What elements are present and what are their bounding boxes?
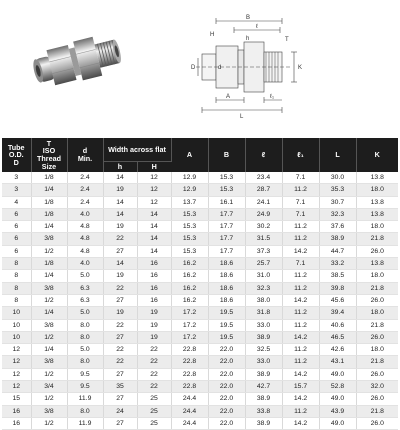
- table-cell: 21.8: [356, 233, 398, 245]
- table-cell: 13.7: [171, 196, 208, 208]
- table-cell: 11.2: [282, 221, 319, 233]
- table-cell: 2.4: [67, 184, 103, 196]
- table-cell: 15: [2, 393, 31, 405]
- table-cell: 14.2: [282, 245, 319, 257]
- table-cell: 8.0: [67, 356, 103, 368]
- drawing-label-l: ℓ: [256, 24, 258, 30]
- table-cell: 12: [2, 381, 31, 393]
- table-cell: 18.6: [208, 270, 245, 282]
- table-cell: 3/8: [31, 356, 67, 368]
- table-row: [2, 221, 398, 233]
- table-cell: 19: [137, 319, 171, 331]
- table-cell: 22: [103, 356, 137, 368]
- table-cell: 3: [2, 172, 31, 184]
- table-cell: 14: [137, 233, 171, 245]
- table-cell: 11.9: [67, 417, 103, 429]
- table-cell: 22: [103, 282, 137, 294]
- table-row: [2, 245, 398, 257]
- table-cell: 11.2: [282, 356, 319, 368]
- table-cell: 15.3: [171, 245, 208, 257]
- table-cell: 22.0: [208, 368, 245, 380]
- table-cell: 17.7: [208, 221, 245, 233]
- table-row: [2, 208, 398, 220]
- table-cell: 38.9: [245, 368, 282, 380]
- table-cell: 22.8: [171, 344, 208, 356]
- table-cell: 16.1: [208, 196, 245, 208]
- table-cell: 33.8: [245, 405, 282, 417]
- table-cell: 19: [103, 307, 137, 319]
- table-row: [2, 184, 398, 196]
- table-cell: 12: [137, 196, 171, 208]
- table-cell: 15.3: [208, 172, 245, 184]
- table-cell: 4.0: [67, 258, 103, 270]
- table-cell: 1/4: [31, 344, 67, 356]
- table-cell: 18.0: [356, 221, 398, 233]
- table-cell: 12: [2, 356, 31, 368]
- table-cell: 11.2: [282, 344, 319, 356]
- col-header-d-min: d Min.: [67, 138, 103, 172]
- table-cell: 5.0: [67, 270, 103, 282]
- table-cell: 30.7: [319, 196, 356, 208]
- table-cell: 19.5: [208, 319, 245, 331]
- table-cell: 1/2: [31, 417, 67, 429]
- col-header-tube-od: Tube O.D. D: [2, 138, 31, 172]
- table-cell: 11.2: [282, 405, 319, 417]
- table-cell: 10: [2, 307, 31, 319]
- table-cell: 32.3: [319, 208, 356, 220]
- table-cell: 43.9: [319, 405, 356, 417]
- table-cell: 38.9: [245, 417, 282, 429]
- table-cell: 1/2: [31, 294, 67, 306]
- table-cell: 1/4: [31, 307, 67, 319]
- drawing-label-a: A: [226, 94, 231, 100]
- table-cell: 3/8: [31, 405, 67, 417]
- table-cell: 38.9: [245, 331, 282, 343]
- table-cell: 15.3: [171, 208, 208, 220]
- table-cell: 24.9: [245, 208, 282, 220]
- col-header-l: ℓ: [245, 138, 282, 172]
- col-header-length: L: [319, 138, 356, 172]
- table-cell: 30.2: [245, 221, 282, 233]
- table-cell: 3/4: [31, 381, 67, 393]
- table-cell: 16.2: [171, 294, 208, 306]
- table-cell: 14: [103, 208, 137, 220]
- table-cell: 8: [2, 258, 31, 270]
- table-cell: 22: [137, 381, 171, 393]
- table-cell: 22.0: [208, 417, 245, 429]
- table-cell: 18.0: [356, 184, 398, 196]
- table-cell: 6.3: [67, 294, 103, 306]
- table-cell: 3/8: [31, 319, 67, 331]
- table-cell: 12.9: [171, 172, 208, 184]
- table-cell: 8.0: [67, 405, 103, 417]
- table-cell: 27: [103, 294, 137, 306]
- table-cell: 22: [103, 319, 137, 331]
- table-cell: 43.1: [319, 356, 356, 368]
- table-cell: 49.0: [319, 393, 356, 405]
- table-cell: 15.3: [171, 221, 208, 233]
- table-cell: 22: [137, 344, 171, 356]
- table-cell: 2.4: [67, 172, 103, 184]
- table-row: [2, 368, 398, 380]
- table-cell: 39.8: [319, 282, 356, 294]
- table-cell: 3/8: [31, 233, 67, 245]
- table-row: [2, 307, 398, 319]
- table-cell: 17.2: [171, 319, 208, 331]
- table-cell: 14: [137, 208, 171, 220]
- table-cell: 33.0: [245, 356, 282, 368]
- table-cell: 16.2: [171, 270, 208, 282]
- table-cell: 4: [2, 196, 31, 208]
- table-cell: 27: [103, 245, 137, 257]
- table-cell: 26.0: [356, 393, 398, 405]
- table-cell: 30.0: [319, 172, 356, 184]
- drawing-label-lt: L: [240, 114, 244, 120]
- table-cell: 14: [103, 258, 137, 270]
- table-cell: 16.2: [171, 258, 208, 270]
- table-row: [2, 356, 398, 368]
- table-cell: 22: [103, 344, 137, 356]
- table-cell: 38.9: [319, 233, 356, 245]
- table-cell: 33.0: [245, 319, 282, 331]
- table-row: [2, 405, 398, 417]
- table-cell: 17.2: [171, 307, 208, 319]
- col-header-a: A: [171, 138, 208, 172]
- table-cell: 14: [137, 245, 171, 257]
- table-cell: 27: [103, 368, 137, 380]
- table-cell: 22: [137, 368, 171, 380]
- table-row: [2, 270, 398, 282]
- table-cell: 8.0: [67, 331, 103, 343]
- table-cell: 11.2: [282, 270, 319, 282]
- drawing-label-l1: ℓ₁: [270, 94, 274, 100]
- table-cell: 22: [137, 356, 171, 368]
- table-cell: 15.3: [171, 233, 208, 245]
- table-cell: 16: [137, 258, 171, 270]
- table-cell: 6: [2, 208, 31, 220]
- table-cell: 4.8: [67, 233, 103, 245]
- table-cell: 12: [137, 172, 171, 184]
- table-cell: 16: [137, 282, 171, 294]
- table-cell: 32.5: [245, 344, 282, 356]
- table-cell: 4.0: [67, 208, 103, 220]
- table-cell: 14.2: [282, 417, 319, 429]
- table-cell: 6: [2, 245, 31, 257]
- table-cell: 3/8: [31, 282, 67, 294]
- table-cell: 19: [103, 221, 137, 233]
- table-cell: 5.0: [67, 344, 103, 356]
- table-cell: 25: [137, 417, 171, 429]
- table-cell: 1/2: [31, 331, 67, 343]
- table-cell: 11.2: [282, 233, 319, 245]
- table-cell: 22.0: [208, 356, 245, 368]
- drawing-label-b: B: [246, 15, 251, 21]
- table-cell: 22: [103, 233, 137, 245]
- table-cell: 1/4: [31, 270, 67, 282]
- table-cell: 24.1: [245, 196, 282, 208]
- table-cell: 27: [103, 417, 137, 429]
- drawing-label-t: T: [285, 37, 289, 43]
- table-cell: 26.0: [356, 368, 398, 380]
- table-row: [2, 417, 398, 429]
- table-cell: 16.2: [171, 282, 208, 294]
- table-cell: 18.0: [356, 344, 398, 356]
- table-cell: 1/8: [31, 208, 67, 220]
- table-row: [2, 331, 398, 343]
- table-cell: 42.6: [319, 344, 356, 356]
- table-row: [2, 344, 398, 356]
- table-cell: 49.0: [319, 417, 356, 429]
- table-cell: 14.2: [282, 331, 319, 343]
- table-cell: 17.7: [208, 208, 245, 220]
- table-cell: 12: [2, 368, 31, 380]
- table-cell: 37.3: [245, 245, 282, 257]
- table-cell: 19: [103, 270, 137, 282]
- table-cell: 12: [2, 344, 31, 356]
- table-cell: 21.8: [356, 356, 398, 368]
- table-cell: 1/2: [31, 245, 67, 257]
- table-cell: 22.8: [171, 381, 208, 393]
- table-cell: 46.5: [319, 331, 356, 343]
- drawing-label-k: K: [298, 65, 303, 71]
- table-cell: 32.0: [356, 381, 398, 393]
- dimension-drawing: [190, 14, 310, 129]
- table-row: [2, 233, 398, 245]
- table-cell: 26.0: [356, 294, 398, 306]
- table-cell: 21.8: [356, 282, 398, 294]
- table-cell: 8: [2, 270, 31, 282]
- table-cell: 13.8: [356, 172, 398, 184]
- table-cell: 39.4: [319, 307, 356, 319]
- table-cell: 14: [103, 172, 137, 184]
- table-cell: 44.7: [319, 245, 356, 257]
- table-row: [2, 196, 398, 208]
- table-cell: 25: [137, 393, 171, 405]
- table-cell: 35: [103, 381, 137, 393]
- table-cell: 19: [103, 184, 137, 196]
- table-cell: 10: [2, 319, 31, 331]
- table-row: [2, 172, 398, 184]
- table-cell: 24.4: [171, 405, 208, 417]
- table-cell: 18.6: [208, 258, 245, 270]
- table-cell: 13.8: [356, 196, 398, 208]
- table-cell: 24.4: [171, 393, 208, 405]
- table-cell: 33.2: [319, 258, 356, 270]
- table-cell: 32.3: [245, 282, 282, 294]
- table-cell: 24: [103, 405, 137, 417]
- spec-table-body: [2, 172, 398, 430]
- table-cell: 7.1: [282, 196, 319, 208]
- table-cell: 6.3: [67, 282, 103, 294]
- table-cell: 19: [137, 307, 171, 319]
- table-cell: 8.0: [67, 319, 103, 331]
- table-cell: 16: [137, 294, 171, 306]
- table-cell: 14: [137, 221, 171, 233]
- col-header-flat-group: Width across flat: [103, 138, 171, 162]
- table-cell: 38.9: [245, 393, 282, 405]
- table-cell: 22.8: [171, 368, 208, 380]
- col-header-thread: T ISO Thread Size: [31, 138, 67, 172]
- table-cell: 45.6: [319, 294, 356, 306]
- table-cell: 19: [137, 331, 171, 343]
- table-cell: 26.0: [356, 331, 398, 343]
- table-cell: 14.2: [282, 368, 319, 380]
- table-row: [2, 393, 398, 405]
- table-cell: 26.0: [356, 245, 398, 257]
- table-cell: 1/8: [31, 172, 67, 184]
- spec-table: [2, 138, 398, 430]
- table-cell: 52.8: [319, 381, 356, 393]
- table-cell: 21.8: [356, 319, 398, 331]
- table-cell: 7.1: [282, 258, 319, 270]
- col-header-h-small: h: [103, 162, 137, 173]
- table-cell: 11.2: [282, 184, 319, 196]
- table-row: [2, 294, 398, 306]
- drawing-label-d: d: [218, 65, 222, 71]
- table-cell: 1/8: [31, 258, 67, 270]
- table-cell: 42.7: [245, 381, 282, 393]
- table-cell: 28.7: [245, 184, 282, 196]
- table-cell: 25.7: [245, 258, 282, 270]
- table-cell: 16: [137, 270, 171, 282]
- table-cell: 4.8: [67, 245, 103, 257]
- table-cell: 17.7: [208, 233, 245, 245]
- table-cell: 14: [103, 196, 137, 208]
- table-cell: 22.0: [208, 381, 245, 393]
- table-cell: 18.0: [356, 270, 398, 282]
- table-row: [2, 258, 398, 270]
- col-header-k: K: [356, 138, 398, 172]
- table-cell: 22.0: [208, 344, 245, 356]
- drawing-label-h: h: [246, 36, 250, 42]
- col-header-b: B: [208, 138, 245, 172]
- table-cell: 15.3: [208, 184, 245, 196]
- table-cell: 38.0: [245, 294, 282, 306]
- table-cell: 7.1: [282, 208, 319, 220]
- table-cell: 17.7: [208, 245, 245, 257]
- table-cell: 31.5: [245, 233, 282, 245]
- table-cell: 1/2: [31, 393, 67, 405]
- table-cell: 49.0: [319, 368, 356, 380]
- table-cell: 27: [103, 331, 137, 343]
- table-cell: 40.6: [319, 319, 356, 331]
- table-cell: 1/4: [31, 184, 67, 196]
- table-cell: 3: [2, 184, 31, 196]
- table-cell: 15.7: [282, 381, 319, 393]
- table-cell: 31.0: [245, 270, 282, 282]
- table-cell: 1/4: [31, 221, 67, 233]
- col-header-l1: ℓ₁: [282, 138, 319, 172]
- table-cell: 13.8: [356, 258, 398, 270]
- drawing-label-dd: D: [191, 65, 196, 71]
- table-cell: 7.1: [282, 172, 319, 184]
- table-row: [2, 319, 398, 331]
- table-cell: 21.8: [356, 405, 398, 417]
- table-cell: 26.0: [356, 417, 398, 429]
- table-cell: 13.8: [356, 208, 398, 220]
- table-cell: 22.0: [208, 393, 245, 405]
- drawing-label-hh: H: [210, 32, 215, 38]
- table-cell: 25: [137, 405, 171, 417]
- table-cell: 11.2: [282, 319, 319, 331]
- table-cell: 18.0: [356, 307, 398, 319]
- table-cell: 6: [2, 221, 31, 233]
- table-cell: 8: [2, 294, 31, 306]
- table-row: [2, 282, 398, 294]
- table-cell: 23.4: [245, 172, 282, 184]
- table-cell: 35.3: [319, 184, 356, 196]
- table-cell: 14.2: [282, 294, 319, 306]
- table-cell: 10: [2, 331, 31, 343]
- table-cell: 38.5: [319, 270, 356, 282]
- table-cell: 19.5: [208, 331, 245, 343]
- table-cell: 18.6: [208, 294, 245, 306]
- table-cell: 31.8: [245, 307, 282, 319]
- table-row: [2, 381, 398, 393]
- table-cell: 14.2: [282, 393, 319, 405]
- table-cell: 11.9: [67, 393, 103, 405]
- col-header-h-large: H: [137, 162, 171, 173]
- table-cell: 2.4: [67, 196, 103, 208]
- table-cell: 27: [103, 393, 137, 405]
- table-cell: 12: [137, 184, 171, 196]
- table-cell: 9.5: [67, 368, 103, 380]
- table-cell: 11.2: [282, 307, 319, 319]
- table-cell: 37.6: [319, 221, 356, 233]
- table-cell: 9.5: [67, 381, 103, 393]
- table-cell: 5.0: [67, 307, 103, 319]
- table-cell: 16: [2, 417, 31, 429]
- table-cell: 17.2: [171, 331, 208, 343]
- table-cell: 8: [2, 282, 31, 294]
- table-cell: 4.8: [67, 221, 103, 233]
- table-cell: 6: [2, 233, 31, 245]
- fitting-photo: [28, 16, 128, 106]
- table-cell: 16: [2, 405, 31, 417]
- table-cell: 22.0: [208, 405, 245, 417]
- table-cell: 22.8: [171, 356, 208, 368]
- table-cell: 12.9: [171, 184, 208, 196]
- table-cell: 11.2: [282, 282, 319, 294]
- table-cell: 1/2: [31, 368, 67, 380]
- table-cell: 24.4: [171, 417, 208, 429]
- table-cell: 19.5: [208, 307, 245, 319]
- table-cell: 1/8: [31, 196, 67, 208]
- table-cell: 18.6: [208, 282, 245, 294]
